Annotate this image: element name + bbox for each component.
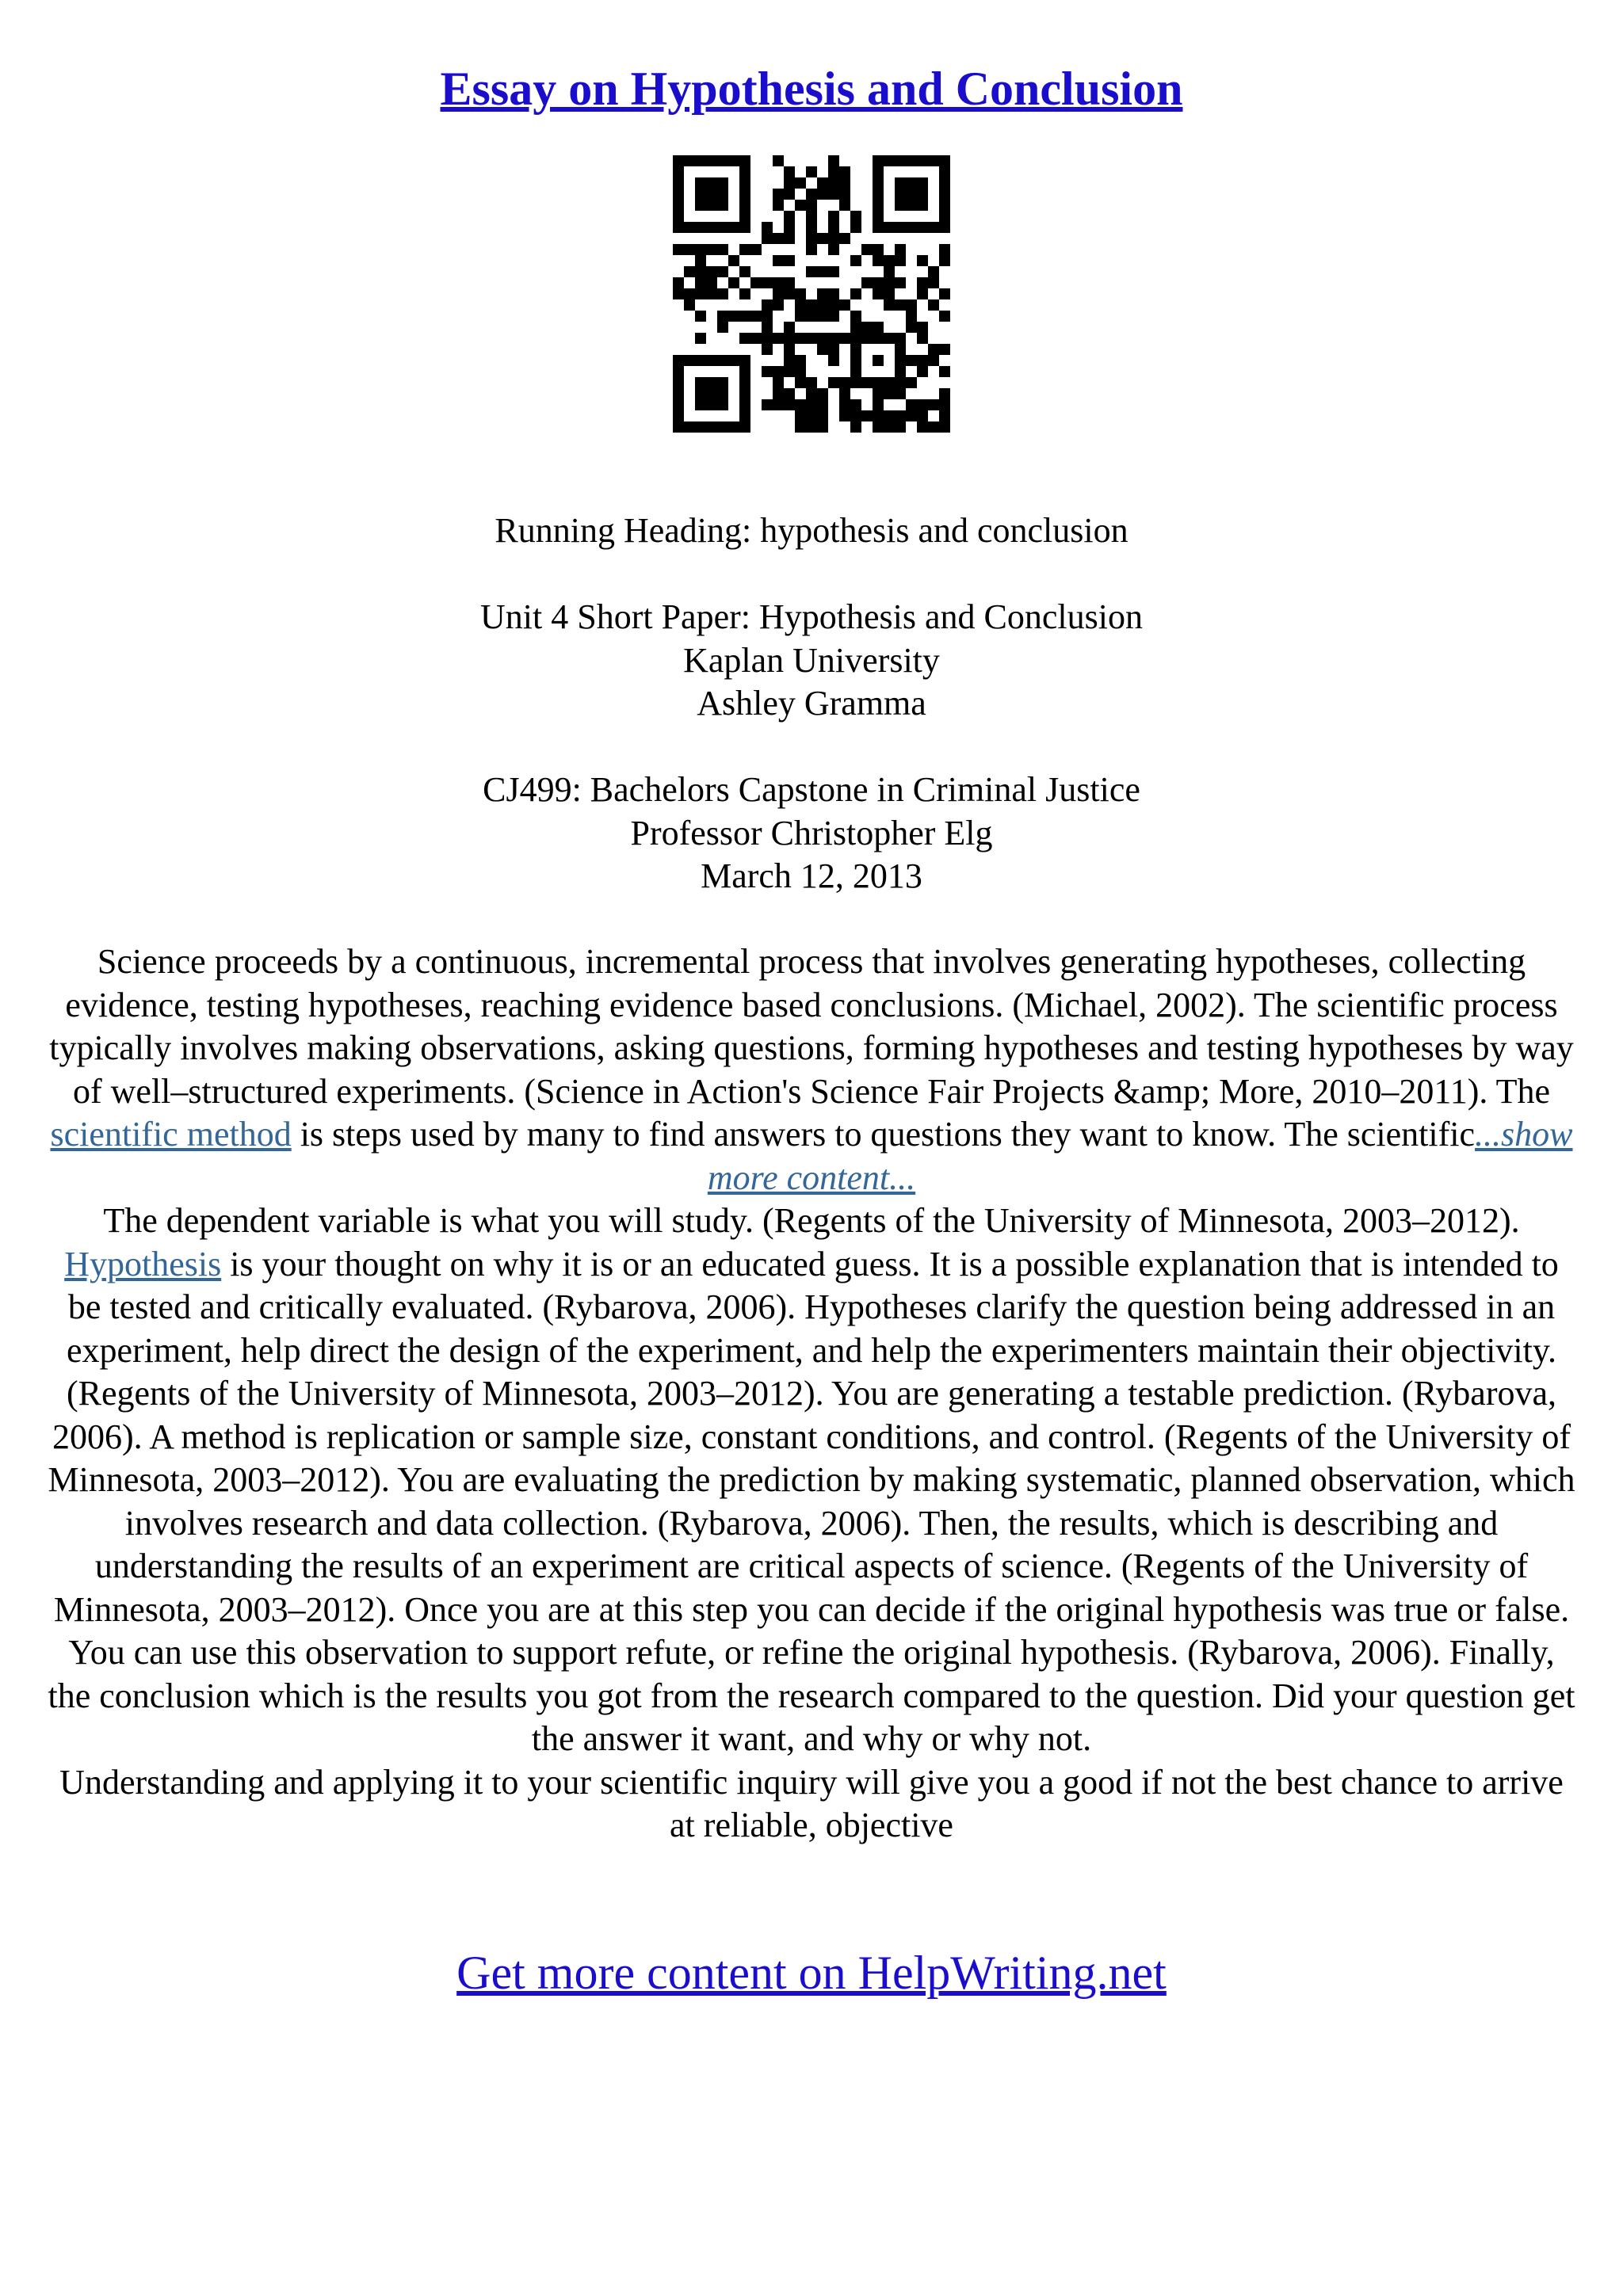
course-name: CJ499: Bachelors Capstone in Criminal Justice xyxy=(483,770,1140,809)
author-name: Ashley Gramma xyxy=(697,684,926,723)
document-title-link[interactable]: Essay on Hypothesis and Conclusion xyxy=(440,63,1183,115)
paragraph-2-text-a: The dependent variable is what you will study. (Regents of the University of Minnesota, 2003–2012). xyxy=(103,1201,1520,1240)
paper-date: March 12, 2013 xyxy=(701,856,922,895)
essay-body xyxy=(48,940,1575,1848)
show-more-link[interactable]: ...show more content... xyxy=(707,1115,1573,1197)
footer-link[interactable]: Get more content on HelpWriting.net xyxy=(456,1947,1167,1999)
paragraph-1-text-a: Science proceeds by a continuous, incremental process that involves generating hypotheses, collecting evidence, testing hypotheses, reaching evidence based conclusions. (Michael, 2002). The scientific process typically involves making observations, asking questions, forming hypotheses and testing hypotheses by way of well–structured experiments. (Science in Action's Science Fair Projects &amp; More, 2010–2011). The xyxy=(49,942,1574,1111)
running-heading: Running Heading: hypothesis and conclusion xyxy=(495,511,1128,550)
paragraph-3: Understanding and applying it to your scientific inquiry will give you a good if not the best chance to arrive at reliable, objective xyxy=(59,1762,1564,1844)
document-title-container xyxy=(0,57,1623,120)
paragraph-2-text-b: is your thought on why it is or an educated guess. It is a possible explanation that is intended to be tested and critically evaluated. (Rybarova, 2006). Hypotheses clarify the question being addressed in an experiment, help direct the design of the experiment, and help the experimenters maintain their objectivity. (Regents of the University of Minnesota, 2003–2012). You are generating a testable prediction. (Rybarova, 2006). A method is replication or sample size, constant conditions, and control. (Regents of the University of Minnesota, 2003–2012). You are evaluating the prediction by making systematic, planned observation, which involves research and data collection. (Rybarova, 2006). Then, the results, which is describing and understanding the results of an experiment are critical aspects of science. (Regents of the University of Minnesota, 2003–2012). Once you are at this step you can decide if the original hypothesis was true or false. You can use this observation to support refute, or refine the original hypothesis. (Rybarova, 2006). Finally, the conclusion which is the results you got from the research compared to the question. Did your question get the answer it want, and why or why not. xyxy=(48,1244,1575,1758)
course-info-block xyxy=(0,769,1623,898)
paper-info-block xyxy=(0,596,1623,726)
hypothesis-link[interactable]: Hypothesis xyxy=(64,1244,222,1283)
footer-container xyxy=(0,1941,1623,2004)
paragraph-2 xyxy=(48,1199,1575,1761)
paragraph-1 xyxy=(48,940,1575,1199)
professor-name: Professor Christopher Elg xyxy=(630,813,993,852)
paper-title: Unit 4 Short Paper: Hypothesis and Conclusion xyxy=(480,597,1143,636)
university-name: Kaplan University xyxy=(683,640,940,680)
running-heading-block xyxy=(0,509,1623,553)
qr-code-icon xyxy=(673,155,950,433)
paragraph-1-text-b: is steps used by many to find answers to questions they want to know. The scientific xyxy=(291,1115,1476,1154)
scientific-method-link[interactable]: scientific method xyxy=(50,1115,292,1154)
